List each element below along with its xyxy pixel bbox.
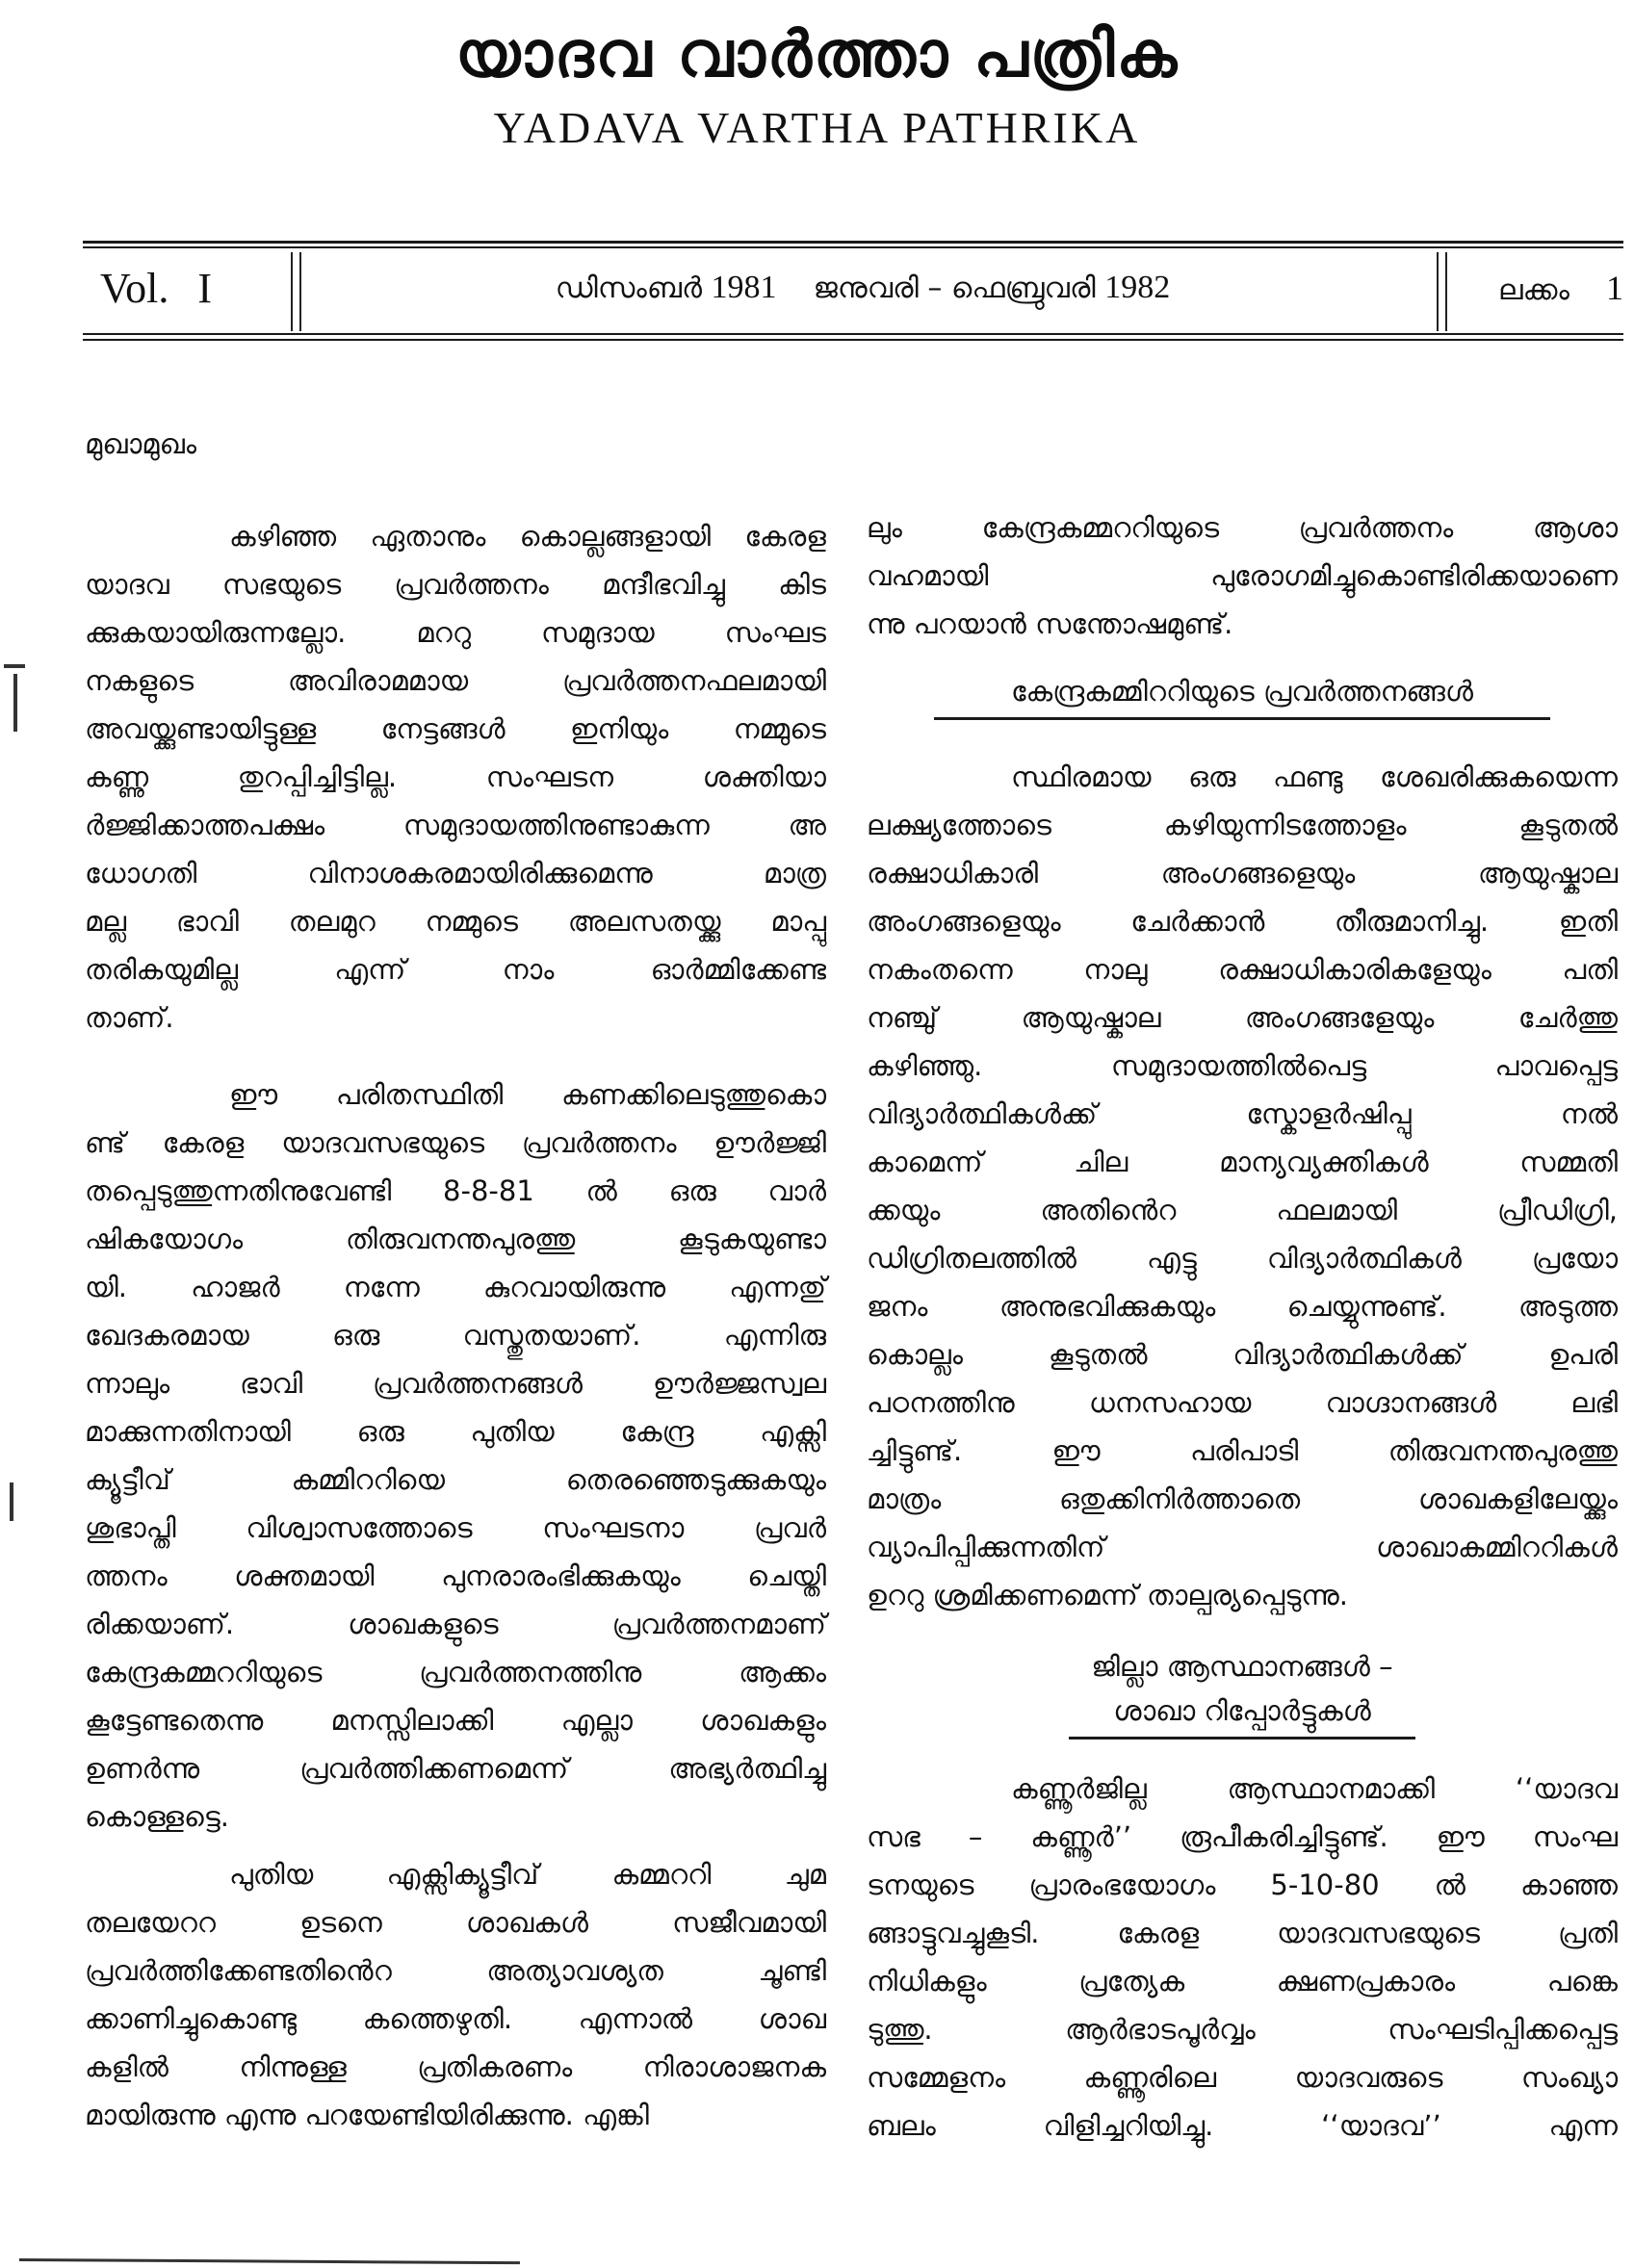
text-line: ക്യൂട്ടീവ് കമ്മിററിയെ തെരഞ്ഞെടുക്കുകയും xyxy=(85,1463,826,1496)
text-line: കഴിഞ്ഞു. സമുദായത്തിൽപെട്ട പാവപ്പെട്ട xyxy=(867,1049,1618,1082)
text-line: അവയ്ക്കുണ്ടായിട്ടുള്ള നേട്ടങ്ങൾ ഇനിയും നമ്മുടെ xyxy=(85,712,826,745)
text-line: ണ്ട് കേരള യാദവസഭയുടെ പ്രവർത്തനം ഊർജ്ജി xyxy=(85,1126,826,1159)
bottom-double-rule-lower xyxy=(83,339,1623,341)
text-line: ച്ചിട്ടുണ്ട്. ഈ പരിപാടി തിരുവനന്തപുരത്തു xyxy=(867,1434,1618,1467)
scan-artifact-mark xyxy=(10,1482,13,1521)
text-line: ടനയുടെ പ്രാരംഭയോഗം 5-10-80 ൽ കാഞ്ഞ xyxy=(867,1869,1618,1901)
text-line: കണ്ണു തുറപ്പിച്ചിട്ടില്ല. സംഘടന ശക്തിയാ xyxy=(85,760,826,793)
text-line: തപ്പെടുത്തുന്നതിനുവേണ്ടി 8-8-81 ൽ ഒരു വാർ xyxy=(85,1174,826,1207)
text-line: ങ്ങാട്ടുവച്ചുകൂടി. കേരള യാദവസഭയുടെ പ്രതി xyxy=(867,1917,1618,1949)
top-double-rule-lower xyxy=(83,246,1623,248)
text-line: ടുത്തു. ആർഭാടപൂർവ്വം സംഘടിപ്പിക്കപ്പെട്ട xyxy=(867,2013,1618,2046)
text-line: വിദ്യാർത്ഥികൾക്ക് സ്കോളർഷിപ്പു നൽ xyxy=(867,1097,1618,1130)
bottom-double-rule-upper xyxy=(83,333,1623,335)
masthead-title-malayalam: യാദവ വാർത്താ പത്രിക xyxy=(454,17,1180,91)
text-line: ഈ പരിതസ്ഥിതി കണക്കിലെടുത്തുകൊ xyxy=(229,1078,826,1111)
text-line: കാമെന്ന് ചില മാന്യവ്യക്തികൾ സമ്മതി xyxy=(867,1146,1618,1178)
issue-year-1: 1981 xyxy=(711,270,777,305)
text-line: ബലം വിളിച്ചറിയിച്ചു. ‘‘യാദവ’’ എന്ന xyxy=(867,2109,1618,2142)
text-line: ഷികയോഗം തിരുവനന്തപുരത്തു കൂടുകയുണ്ടാ xyxy=(85,1223,826,1255)
text-line: ലും കേന്ദ്രകമ്മററിയുടെ പ്രവർത്തനം ആശാ xyxy=(867,511,1618,544)
text-line: നകളുടെ അവിരാമമായ പ്രവർത്തനഫലമായി xyxy=(85,664,826,697)
text-line: ക്കയും അതിൻെറ ഫലമായി പ്രീഡിഗ്രി, xyxy=(867,1194,1618,1226)
text-line: കൊല്ലം കൂടുതൽ വിദ്യാർത്ഥികൾക്ക് ഉപരി xyxy=(867,1338,1618,1371)
scan-artifact-mark xyxy=(13,674,17,732)
text-line: ത്തനം ശക്തമായി പുനരാരംഭിക്കുകയും ചെയ്തി xyxy=(85,1559,826,1592)
volume-label xyxy=(100,264,212,313)
section-heading-committee xyxy=(867,669,1618,720)
issue-bar-separator-left xyxy=(291,252,301,331)
top-double-rule-upper xyxy=(83,241,1623,244)
text-line: ർജ്ജിക്കാത്തപക്ഷം സമുദായത്തിനുണ്ടാകുന്ന അ xyxy=(85,809,826,841)
text-line: ധോഗതി വിനാശകരമായിരിക്കുമെന്നു മാത്ര xyxy=(85,857,826,889)
text-line: അംഗങ്ങളെയും ചേർക്കാൻ തീരുമാനിച്ചു. ഇതി xyxy=(867,905,1618,938)
text-line: സമ്മേളനം കണ്ണൂരിലെ യാദവരുടെ സംഖ്യാ xyxy=(867,2061,1618,2094)
article-kicker: മുഖാമുഖം xyxy=(85,427,197,460)
text-line: മായിരുന്നു എന്നു പറയേണ്ടിയിരിക്കുന്നു. എങ്കി xyxy=(85,2099,649,2131)
text-line: ഉണർന്നു പ്രവർത്തിക്കണമെന്ന് അഭ്യർത്ഥിച്ചു xyxy=(85,1752,826,1785)
right-column xyxy=(867,503,1618,2150)
text-line: താണ്. xyxy=(85,1001,174,1034)
text-line: നഞ്ചു് ആയുഷ്കാല അംഗങ്ങളേയും ചേർത്തു xyxy=(867,1001,1618,1034)
text-line: മാത്രം ഒതുക്കിനിർത്താതെ ശാഖകളിലേയ്ക്കും xyxy=(867,1482,1618,1515)
text-line: പഠനത്തിനു ധനസഹായ വാഗ്ദാനങ്ങൾ ലഭി xyxy=(867,1386,1618,1419)
section-heading-district xyxy=(867,1644,1618,1740)
issue-number-value: 1 xyxy=(1606,269,1623,307)
text-line: നകംതന്നെ നാലു രക്ഷാധികാരികളേയും പതി xyxy=(867,953,1618,986)
section-district-body xyxy=(867,1765,1618,2150)
text-line: കൂട്ടേണ്ടതെന്നു മനസ്സിലാക്കി എല്ലാ ശാഖകളും xyxy=(85,1704,826,1737)
issue-number-label xyxy=(1498,268,1623,308)
text-line: വഹമായി പുരോഗമിച്ചുകൊണ്ടിരിക്കയാണെ xyxy=(867,559,1618,592)
text-line: സ്ഥിരമായ ഒരു ഫണ്ടു ശേഖരിക്കുകയെന്ന xyxy=(1011,760,1618,793)
volume-number: I xyxy=(197,265,212,312)
text-line: ജനം അനുഭവിക്കുകയും ചെയ്യുന്നുണ്ട്. അടുത്ത xyxy=(867,1290,1618,1323)
text-line: മല്ല ഭാവി തലമുറ നമ്മുടെ അലസതയ്ക്കു മാപ്പു xyxy=(85,905,826,938)
section-heading-district-line1: ജില്ലാ ആസ്ഥാനങ്ങൾ – xyxy=(1091,1650,1393,1683)
issue-date xyxy=(372,270,1354,306)
text-line: കേന്ദ്രകമ്മററിയുടെ പ്രവർത്തനത്തിനു ആക്കം xyxy=(85,1656,826,1688)
issue-bar-separator-right xyxy=(1437,252,1447,331)
issue-month-1: ഡിസംബർ xyxy=(555,271,702,305)
text-line: മാക്കുന്നതിനായി ഒരു പുതിയ കേന്ദ്ര എക്സി xyxy=(85,1415,826,1448)
text-line: ലക്ഷ്യത്തോടെ കഴിയുന്നിടത്തോളം കൂടുതൽ xyxy=(867,809,1618,841)
bottom-page-rule xyxy=(19,2258,520,2264)
issue-months-2: ജനുവരി – ഫെബ്രുവരി xyxy=(813,271,1096,305)
text-line: തരികയുമില്ല എന്ന് നാം ഓർമ്മിക്കേണ്ട xyxy=(85,953,826,986)
text-line: ഉററു ശ്രമിക്കണമെന്ന് താല്പര്യപ്പെടുന്നു. xyxy=(867,1579,1348,1611)
issue-number-text: ലക്കം xyxy=(1497,273,1569,307)
text-line: വ്യാപിപ്പിക്കുന്നതിന് ശാഖാകമ്മിററികൾ xyxy=(867,1531,1618,1563)
text-line: ക്കാണിച്ചുകൊണ്ടു കത്തെഴുതി. എന്നാൽ ശാഖ xyxy=(85,2002,826,2035)
text-line: നിധികളും പ്രത്യേക ക്ഷണപ്രകാരം പങ്കെ xyxy=(867,1965,1618,1997)
section-committee-body xyxy=(867,753,1618,1619)
text-line: ഖേദകരമായ ഒരു വസ്തുതയാണ്. എന്നിരു xyxy=(85,1319,826,1352)
section-heading-committee-text: കേന്ദ്രകമ്മിററിയുടെ പ്രവർത്തനങ്ങൾ xyxy=(1010,675,1473,708)
left-column xyxy=(85,512,826,2139)
section-heading-district-line2: ശാഖാ റിപ്പോർട്ടുകൾ xyxy=(1113,1694,1371,1727)
right-column-intro xyxy=(867,503,1618,648)
text-line: കൊള്ളട്ടെ. xyxy=(85,1800,229,1833)
text-line: കഴിഞ്ഞ ഏതാനും കൊല്ലങ്ങളായി കേരള xyxy=(229,520,826,553)
text-line: രിക്കയാണ്. ശാഖകളുടെ പ്രവർത്തനമാണ് xyxy=(85,1608,826,1640)
text-line: ന്നാലും ഭാവി പ്രവർത്തനങ്ങൾ ഊർജ്ജസ്വല xyxy=(85,1367,826,1400)
text-line: കളിൽ നിന്നുള്ള പ്രതികരണം നിരാശാജനക xyxy=(85,2050,826,2083)
text-line: പുതിയ എക്സിക്യൂട്ടീവ് കമ്മററി ചുമ xyxy=(229,1858,826,1891)
text-line: പ്രവർത്തിക്കേണ്ടതിൻെറ അത്യാവശ്യത ചൂണ്ടി xyxy=(85,1954,826,1987)
issue-bar xyxy=(83,252,1623,331)
section-heading-committee-underline xyxy=(934,717,1550,720)
text-line: തലയേററ ഉടനെ ശാഖകൾ സജീവമായി xyxy=(85,1906,826,1939)
scan-artifact-mark xyxy=(4,664,25,668)
text-line: ശുഭാപ്തി വിശ്വാസത്തോടെ സംഘടനാ പ്രവർ xyxy=(85,1511,826,1544)
text-line: ഡിഗ്രിതലത്തിൽ എട്ടു വിദ്യാർത്ഥികൾ പ്രയോ xyxy=(867,1242,1618,1275)
text-line: സഭ – കണ്ണൂർ’’ രൂപീകരിച്ചിട്ടുണ്ട്. ഈ സംഘ xyxy=(867,1820,1618,1853)
text-line: ക്കുകയായിരുന്നല്ലോ. മററു സമുദായ സംഘട xyxy=(85,616,826,649)
text-line: ന്നു പറയാൻ സന്തോഷമുണ്ട്. xyxy=(867,607,1233,640)
text-line: യാദവ സഭയുടെ പ്രവർത്തനം മന്ദീഭവിച്ചു കിട xyxy=(85,568,826,601)
text-line: യി. ഹാജർ നന്നേ കുറവായിരുന്നു എന്നതു് xyxy=(85,1271,826,1303)
masthead-title-english: YADAVA VARTHA PATHRIKA xyxy=(493,103,1141,152)
text-line: കണ്ണൂർജില്ല ആസ്ഥാനമാക്കി ‘‘യാദവ xyxy=(1011,1772,1618,1805)
issue-year-2: 1982 xyxy=(1104,270,1171,305)
section-heading-district-underline xyxy=(1069,1737,1415,1740)
volume-text: Vol. xyxy=(100,265,169,312)
text-line: രക്ഷാധികാരി അംഗങ്ങളെയും ആയുഷ്കാല xyxy=(867,857,1618,889)
